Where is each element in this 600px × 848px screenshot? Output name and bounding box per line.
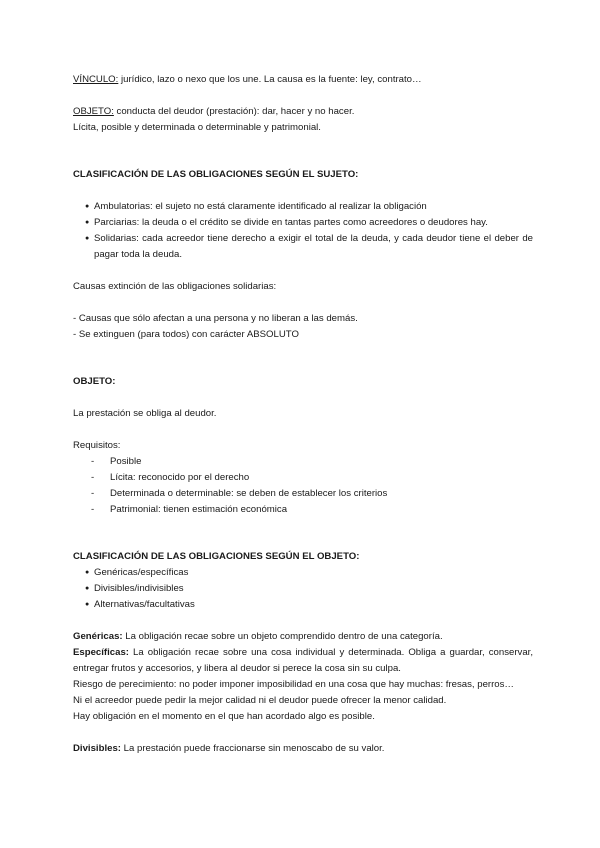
objeto-class-heading: CLASIFICACIÓN DE LAS OBLIGACIONES SEGÚN EL OBJETO:: [73, 551, 360, 562]
vinculo-text: jurídico, lazo o nexo que los une. La causa es la fuente: ley, contrato…: [118, 74, 422, 85]
causa-item: - Se extinguen (para todos) con carácter ABSOLUTO: [73, 329, 299, 340]
list-item: ● Solidarias: cada acreedor tiene derecho a exigir el total de la deuda, y cada deudor tiene el deber de pagar toda la deuda.: [73, 231, 533, 263]
objeto-intro-paragraph: [73, 104, 533, 120]
riesgo-paragraph: Riesgo de perecimiento: no poder imponer imposibilidad en una cosa que hay muchas: fresas, perros…: [73, 679, 515, 690]
requisitos-list: [73, 454, 533, 518]
especificas-text: La obligación recae sobre una cosa individual y determinada. Obliga a guardar, conservar, entregar frutos y accesorios, y libera al deudor si perece la cosa sin su culpa.: [73, 647, 533, 674]
list-item: - Patrimonial: tienen estimación económica: [73, 502, 533, 518]
sujeto-list: [73, 199, 533, 263]
list-item: - Determinada o determinable: se deben de establecer los criterios: [73, 486, 533, 502]
especificas-paragraph: [73, 645, 533, 677]
objeto-intro-label: OBJETO:: [73, 106, 114, 117]
objeto-intro-line2: Lícita, posible y determinada o determinable y patrimonial.: [73, 122, 321, 133]
objeto-class-list: [73, 565, 533, 613]
causa-item: - Causas que sólo afectan a una persona y no liberan a las demás.: [73, 313, 358, 324]
genericas-paragraph: [73, 629, 533, 645]
sujeto-heading: CLASIFICACIÓN DE LAS OBLIGACIONES SEGÚN EL SUJETO:: [73, 169, 359, 180]
document-content: [73, 72, 533, 757]
momento-paragraph: Hay obligación en el momento en el que han acordado algo es posible.: [73, 711, 375, 722]
especificas-label: Específicas:: [73, 647, 129, 658]
list-item: ● Ambulatorias: el sujeto no está claramente identificado al realizar la obligación: [73, 199, 533, 215]
list-item: ● Genéricas/específicas: [73, 565, 533, 581]
list-item: ● Divisibles/indivisibles: [73, 581, 533, 597]
list-item: - Lícita: reconocido por el derecho: [73, 470, 533, 486]
divisibles-paragraph: [73, 741, 533, 757]
genericas-label: Genéricas:: [73, 631, 123, 642]
vinculo-label: VÍNCULO:: [73, 74, 119, 85]
requisitos-title: Requisitos:: [73, 440, 121, 451]
causas-title: Causas extinción de las obligaciones solidarias:: [73, 281, 277, 292]
list-item: ● Parciarias: la deuda o el crédito se divide en tantas partes como acreedores o deudores hay.: [73, 215, 533, 231]
list-item: ● Alternativas/facultativas: [73, 597, 533, 613]
divisibles-label: Divisibles:: [73, 743, 121, 754]
list-item: - Posible: [73, 454, 533, 470]
objeto-intro-text: conducta del deudor (prestación): dar, hacer y no hacer.: [113, 106, 355, 117]
objeto-heading: OBJETO:: [73, 376, 116, 387]
objeto-text: La prestación se obliga al deudor.: [73, 408, 217, 419]
divisibles-text: La prestación puede fraccionarse sin menoscabo de su valor.: [121, 743, 385, 754]
acreedor-paragraph: Ni el acreedor puede pedir la mejor calidad ni el deudor puede ofrecer la menor calidad.: [73, 695, 447, 706]
genericas-text: La obligación recae sobre un objeto comprendido dentro de una categoría.: [122, 631, 443, 642]
vinculo-paragraph: [73, 72, 533, 88]
